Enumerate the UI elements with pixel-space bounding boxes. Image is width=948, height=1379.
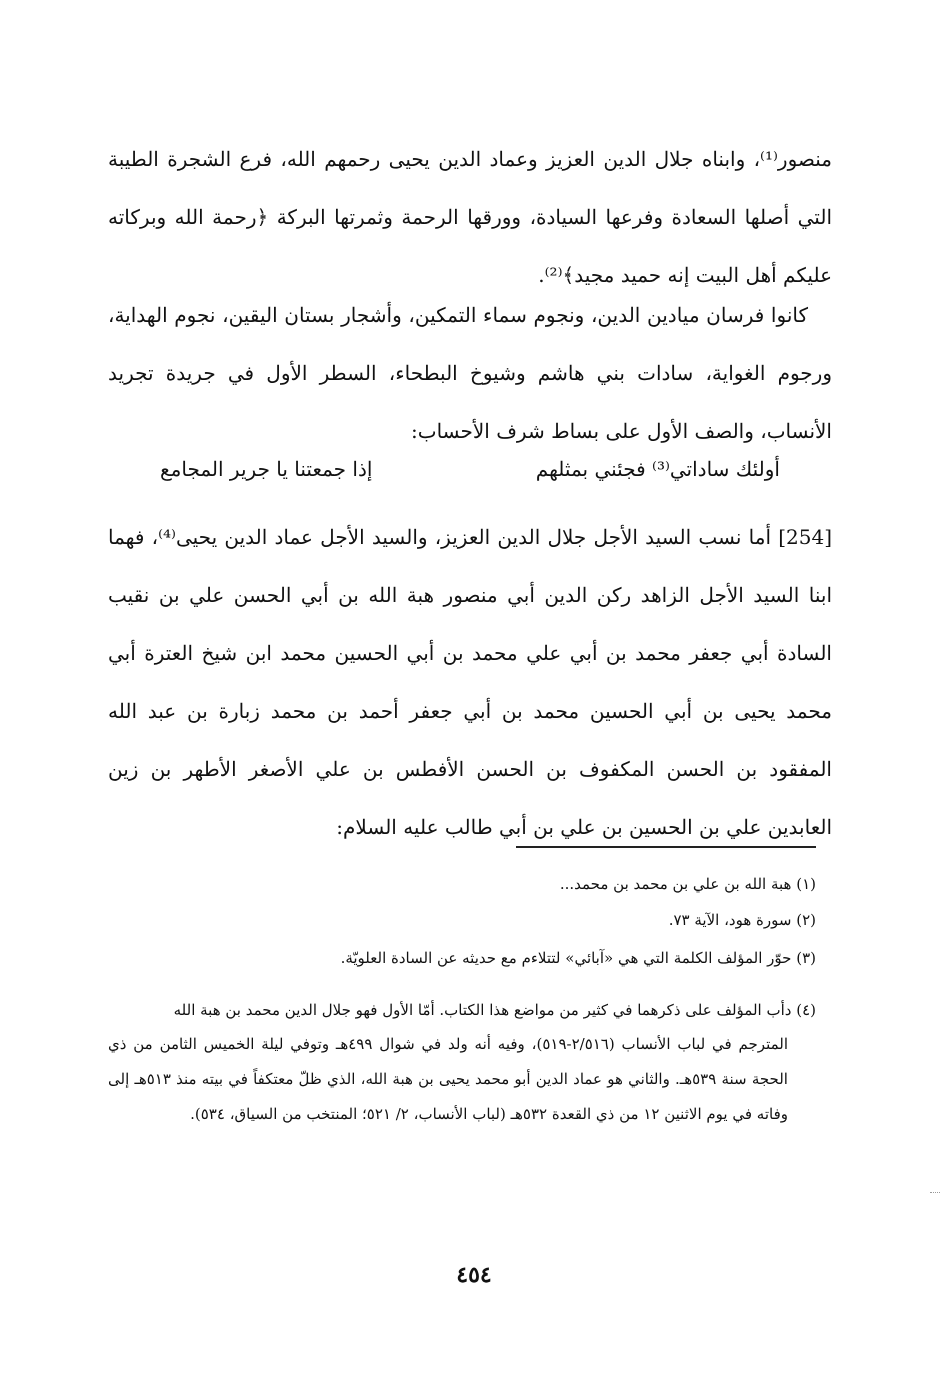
verse-first-hemistich: أولئك ساداتي⁽³⁾ فجئني بمثلهم [535, 457, 780, 481]
footnote-4: (٤) دأب المؤلف على ذكرهما في كثير من مواضع هذا الكتاب. أمّا الأول فهو جلال الدين محمد بن هبة الله [173, 1001, 816, 1019]
paragraph-2 [108, 286, 832, 460]
footnote-4-continuation: المترجم في لباب الأنساب (٢/٥١٦-٥١٩)، وفيه أنه ولد في شوال ٤٩٩هـ وتوفي ليلة الخميس الثامن من ذي الحجة سنة ٥٣٩هـ. والثاني هو عماد الدين أبو محمد يحيى بن هبة الله، الذي ظلّ معتكفاً في بيته منذ ٥١٣هـ إلى وفاته في يوم الاثنين ١٢ من ذي القعدة ٥٣٢هـ (لباب الأنساب، ٢/ ٥٢١؛ المنتخب من السياق، ٥٣٤). [108, 1035, 789, 1123]
paragraph-2-text: كانوا فرسان ميادين الدين، ونجوم سماء التمكين، وأشجار بستان اليقين، نجوم الهداية، ورجوم الغواية، سادات بني هاشم وشيوخ البطحاء، السطر الأول في جريدة تجريد الأنساب، والصف الأول على بساط شرف الأحساب: [108, 303, 832, 443]
paragraph-1 [108, 130, 832, 304]
poetry-verse [120, 440, 820, 498]
footnote-1: (١) هبة الله بن علي بن محمد بن محمد... [559, 875, 816, 893]
verse-second-hemistich: إذا جمعتنا يا جرير المجامع [160, 457, 373, 481]
page-number: ٤٥٤ [456, 1262, 492, 1288]
paragraph-1-text: منصور⁽¹⁾، وابناه جلال الدين العزيز وعماد الدين يحيى رحمهم الله، فرع الشجرة الطيبة التي أصلها السعادة وفرعها السيادة، وورقها الرحمة وثمرتها البركة ﴿رحمة الله وبركاته عليكم أهل البيت إنه حميد مجيد﴾⁽²⁾. [108, 147, 832, 287]
paragraph-3 [108, 508, 832, 856]
footnote-separator [516, 846, 816, 848]
footnote-2: (٢) سورة هود، الآية ٧٣. [668, 911, 816, 929]
paragraph-3-text: [254] أما نسب السيد الأجل جلال الدين العزيز، والسيد الأجل عماد الدين يحيى⁽⁴⁾، فهما ابنا السيد الأجل الزاهد ركن الدين أبي منصور هبة الله بن أبي الحسن علي بن نقيب السادة أبي جعفر محمد بن أبي علي محمد بن أبي الحسين محمد ابن شيخ العترة أبي محمد يحيى بن أبي الحسين محمد بن أبي جعفر أحمد بن محمد زبارة بن عبد الله المفقود بن الحسن المكفوف بن الحسن الأفطس بن علي الأصغر الأطهر بن زين العابدين علي بن الحسين بن علي بن أبي طالب عليه السلام: [108, 525, 833, 839]
footnote-3: (٣) حوّر المؤلف الكلمة التي هي «آبائي» لتتلاءم مع حديثه عن السادة العلويّة. [340, 949, 816, 967]
scan-speck [930, 1192, 940, 1195]
